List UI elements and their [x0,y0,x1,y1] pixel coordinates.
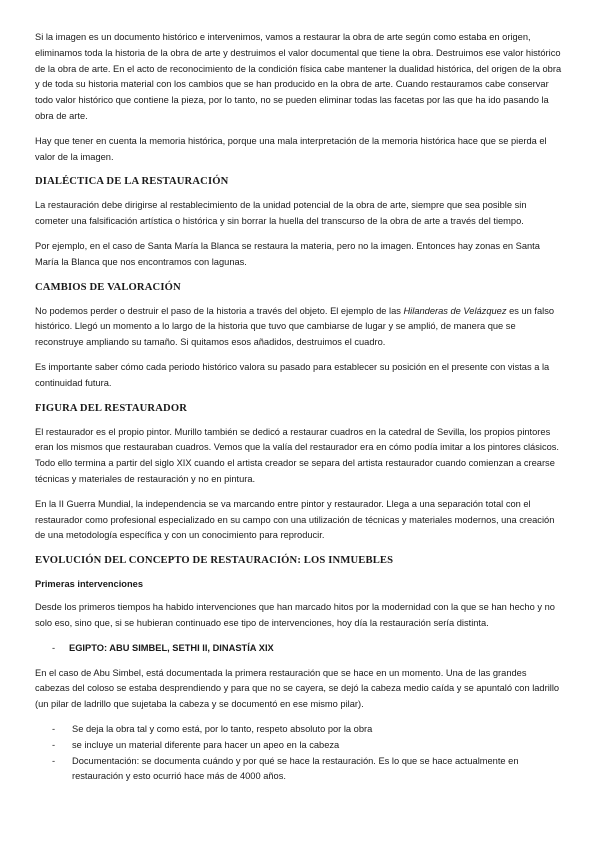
list-item-text: Documentación: se documenta cuándo y por qué se hace la restauración. Es lo que se hace actualmente en restauración y esto ocurrió hace más de 4000 años. [72,755,519,782]
dash-bullet: - [52,642,56,653]
paragraph: Es importante saber cómo cada periodo histórico valora su pasado para establecer su posición en el presente con vistas a la continuidad futura. [35,361,550,388]
section-heading: CAMBIOS DE VALORACIÓN [35,281,181,293]
paragraph-text: es un falso histórico. Llegó un momento a lo largo de la historia que tuvo que cambiarse de lugar y se amplió, de manera que se reconstruye ampliando su tamaño. Si quitamos esos añadidos, destruimos el cuadro. [35,305,555,348]
list-item-text: se incluye un material diferente para hacer un apeo en la cabeza [72,739,340,750]
document-body [35,30,562,785]
list-item-text: Se deja la obra tal y como está, por lo tanto, respeto absoluto por la obra [72,723,373,734]
list-item [35,722,562,738]
list-item [35,754,562,786]
dash-bullet: - [52,739,56,750]
subsection-heading: Primeras intervenciones [35,579,143,590]
dash-bullet: - [52,755,56,766]
section-heading: DIALÉCTICA DE LA RESTAURACIÓN [35,176,229,188]
section-heading: FIGURA DEL RESTAURADOR [35,402,188,414]
section-heading: EVOLUCIÓN DEL CONCEPTO DE RESTAURACIÓN: LOS INMUEBLES [35,555,394,567]
list-item [35,738,562,754]
paragraph-text: No podemos perder o destruir el paso de la historia a través del objeto. El ejemplo de las [35,305,404,316]
paragraph: Desde los primeros tiempos ha habido intervenciones que han marcado hitos por la modernidad con la que se han hecho y no solo eso, sino que, si se hubieran continuado ese tipo de intervenciones, hoy día la restauración sería distinta. [35,602,555,628]
egypt-heading-item [35,641,562,657]
paragraph: En el caso de Abu Simbel, está documentada la primera restauración que se hace en un momento. Una de las grandes cabezas del coloso se estaba desprendiendo y para que no se cayera, se dejó la cabeza medio caída y se apuntaló con ladrillo (un pilar de ladrillo que sujetaba la cabeza y se documentó en ese mismo pilar). [35,667,560,710]
paragraph: Por ejemplo, en el caso de Santa María la Blanca se restaura la materia, pero no la imagen. Entonces hay zonas en Santa María la Blanca que nos encontramos con lagunas. [35,240,540,267]
paragraph: El restaurador es el propio pintor. Murillo también se dedicó a restaurar cuadros en la catedral de Sevilla, los propios pintores eran los mismos que restauraban cuadros. Vemos que la valía del restaurador era en cómo podía imitar a los pintores clásicos. Todo ello termina a partir del siglo XIX cuando el artista creador se separa del artista restaurador cuando comienzan a crearse técnicas y materiales de restauración y no en pintura. [35,426,559,484]
dash-bullet: - [52,723,56,734]
paragraph: Si la imagen es un documento histórico e intervenimos, vamos a restaurar la obra de arte según como estaba en origen, eliminamos toda la historia de la obra de arte y destruimos el valor documental que tiene la obra. Destruimos ese valor histórico de la obra de arte. En el acto de reconocimiento de la condición física cabe mantener la dualidad histórica, del origen de la obra y de toda su historia material con los cambios que se han producido en la obra de arte. Cuando restauramos cabe conservar todo valor histórico que contiene la pieza, por lo tanto, no se pueden eliminar todas las facetas por las que ha ido pasando la obra de arte. [35,32,562,121]
bullet-list [35,722,562,785]
paragraph: La restauración debe dirigirse al restablecimiento de la unidad potencial de la obra de arte, siempre que sea posible sin cometer una falsificación artística o histórica y sin borrar la huella del transcurso de la obra de arte a través del tiempo. [35,200,527,227]
artwork-title: Hilanderas de Velázquez [403,305,507,316]
paragraph: Hay que tener en cuenta la memoria histórica, porque una mala interpretación de la memoria histórica hace que se pierda el valor de la imagen. [35,135,547,162]
paragraph [35,304,562,351]
egypt-heading: EGIPTO: ABU SIMBEL, SETHI II, DINASTÍA XIX [69,642,274,653]
paragraph: En la II Guerra Mundial, la independencia se va marcando entre pintor y restaurador. Llega a una separación total con el restaurador como profesional especializado en su campo con una utilización de técnicas y materiales modernos, una creación de una metodología específica y con un conocimiento para reproducir. [35,498,555,541]
